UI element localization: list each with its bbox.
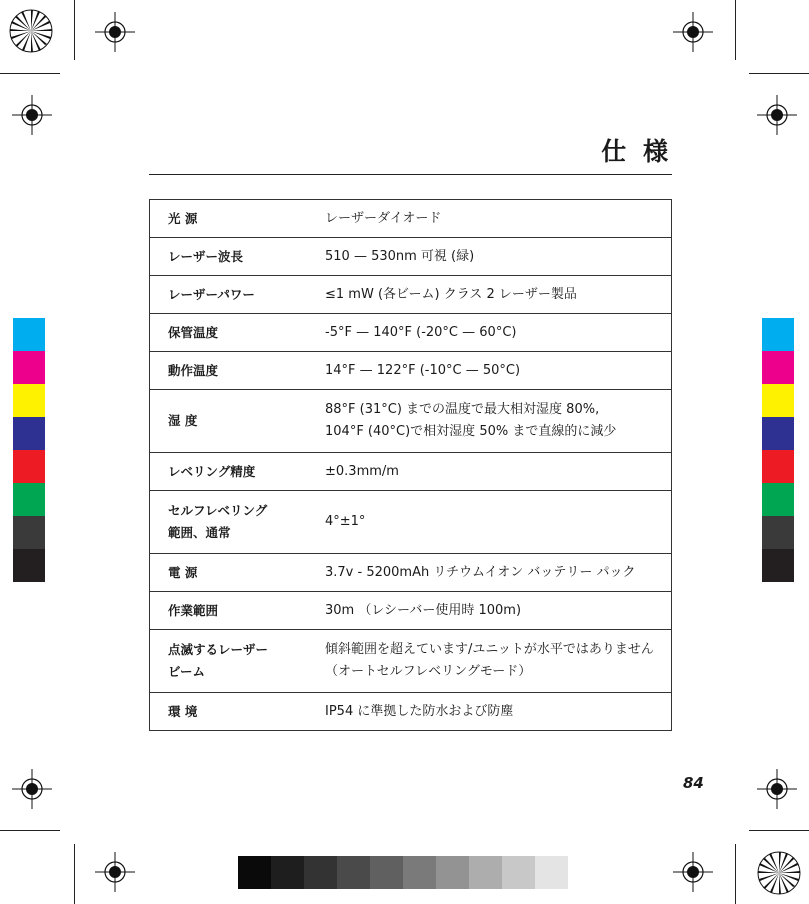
title-divider — [149, 174, 672, 175]
color-swatch — [13, 450, 45, 483]
crop-mark — [0, 73, 60, 74]
color-swatch — [13, 384, 45, 417]
table-row — [150, 693, 672, 731]
color-swatch — [762, 351, 794, 384]
spec-value: 14°F — 122°F (-10°C — 50°C) — [325, 352, 672, 390]
spec-label: 作業範囲 — [150, 592, 326, 630]
crop-mark — [735, 844, 736, 904]
crop-mark — [749, 73, 809, 74]
table-row — [150, 314, 672, 352]
color-swatch — [762, 417, 794, 450]
registration-mark-icon — [12, 95, 52, 135]
spec-label: 点滅するレーザー ビーム — [150, 630, 326, 693]
table-row — [150, 592, 672, 630]
crop-mark — [74, 844, 75, 904]
spec-label: 湿 度 — [150, 390, 326, 453]
gray-swatch — [337, 856, 370, 889]
table-row — [150, 200, 672, 238]
spec-label: レーザーパワー — [150, 276, 326, 314]
gray-swatch — [304, 856, 337, 889]
starburst-bottom-right-icon — [757, 851, 801, 895]
registration-mark-icon — [757, 769, 797, 809]
table-row — [150, 630, 672, 693]
color-swatch — [13, 516, 45, 549]
gray-swatch — [469, 856, 502, 889]
color-swatch — [13, 483, 45, 516]
spec-value: -5°F — 140°F (-20°C — 60°C) — [325, 314, 672, 352]
color-bar-right — [762, 318, 794, 582]
spec-value: ≤1 mW (各ビーム) クラス 2 レーザー製品 — [325, 276, 672, 314]
crop-mark — [749, 830, 809, 831]
spec-label: セルフレベリング 範囲、通常 — [150, 491, 326, 554]
table-row — [150, 352, 672, 390]
spec-value: 88°F (31°C) までの温度で最大相対湿度 80%, 104°F (40°C)で相対湿度 50% まで直線的に減少 — [325, 390, 672, 453]
color-swatch — [762, 516, 794, 549]
color-swatch — [13, 417, 45, 450]
gray-swatch — [535, 856, 568, 889]
registration-mark-icon — [673, 852, 713, 892]
table-row — [150, 453, 672, 491]
crop-mark — [735, 0, 736, 60]
spec-label: 動作温度 — [150, 352, 326, 390]
spec-label: 電 源 — [150, 554, 326, 592]
gray-swatch — [502, 856, 535, 889]
gray-swatch — [370, 856, 403, 889]
table-row — [150, 238, 672, 276]
gray-swatch — [271, 856, 304, 889]
spec-value: IP54 に準拠した防水および防塵 — [325, 693, 672, 731]
grayscale-bar — [238, 856, 568, 889]
crop-mark — [74, 0, 75, 60]
page-title: 仕 様 — [601, 137, 672, 166]
table-row — [150, 276, 672, 314]
spec-value: ±0.3mm/m — [325, 453, 672, 491]
table-row — [150, 390, 672, 453]
color-swatch — [13, 549, 45, 582]
registration-mark-icon — [673, 12, 713, 52]
color-swatch — [762, 450, 794, 483]
spec-value: 3.7v - 5200mAh リチウムイオン バッテリー パック — [325, 554, 672, 592]
registration-mark-icon — [95, 12, 135, 52]
registration-mark-icon — [757, 95, 797, 135]
gray-swatch — [403, 856, 436, 889]
spec-table — [149, 199, 672, 731]
color-swatch — [762, 549, 794, 582]
spec-label: 環 境 — [150, 693, 326, 731]
spec-value: 510 — 530nm 可視 (緑) — [325, 238, 672, 276]
spec-label: レベリング精度 — [150, 453, 326, 491]
table-row — [150, 491, 672, 554]
spec-value: 4°±1° — [325, 491, 672, 554]
color-swatch — [13, 318, 45, 351]
color-swatch — [13, 351, 45, 384]
page-number: 84 — [683, 774, 704, 792]
color-swatch — [762, 483, 794, 516]
color-bar-left — [13, 318, 45, 582]
registration-mark-icon — [12, 769, 52, 809]
starburst-top-left-icon — [9, 9, 53, 53]
gray-swatch — [238, 856, 271, 889]
spec-label: 光 源 — [150, 200, 326, 238]
crop-mark — [0, 830, 60, 831]
table-row — [150, 554, 672, 592]
spec-value: レーザーダイオード — [325, 200, 672, 238]
spec-value: 傾斜範囲を超えています/ユニットが水平ではありません （オートセルフレベリングモード） — [325, 630, 672, 693]
gray-swatch — [436, 856, 469, 889]
spec-label: レーザー波長 — [150, 238, 326, 276]
spec-label: 保管温度 — [150, 314, 326, 352]
spec-value: 30m （レシーバー使用時 100m) — [325, 592, 672, 630]
color-swatch — [762, 318, 794, 351]
registration-mark-icon — [95, 852, 135, 892]
color-swatch — [762, 384, 794, 417]
